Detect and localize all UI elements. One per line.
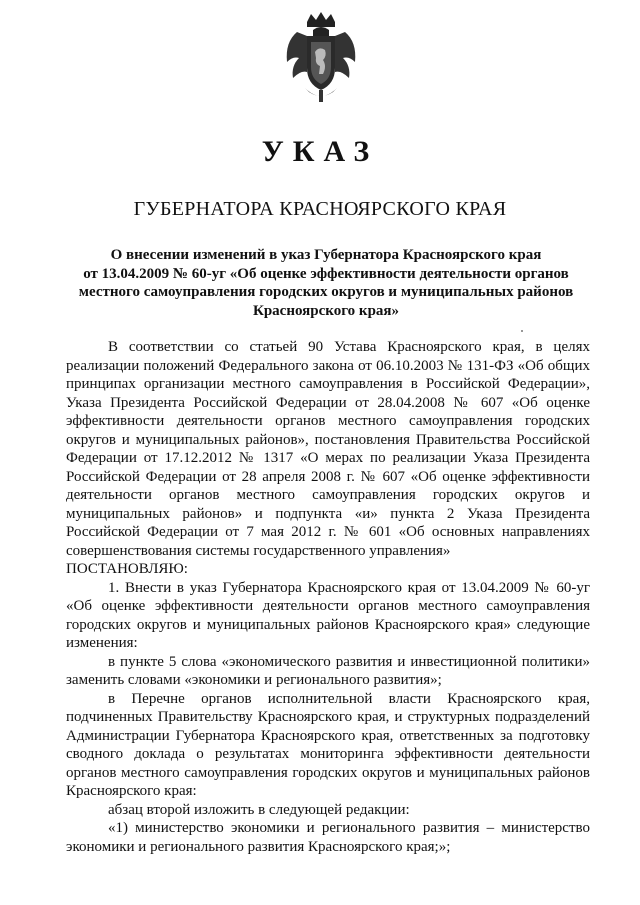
item-1-paragraph: 1. Внести в указ Губернатора Красноярского края от 13.04.2009 № 60-уг «Об оценке эффективности деятельности органов местного самоуправления городских округов и муниципальных районов Красноярского края» следующие изменения: (66, 579, 590, 651)
document-issuer: ГУБЕРНАТОРА КРАСНОЯРСКОГО КРАЯ (133, 198, 507, 220)
decree-word: ПОСТАНОВЛЯЮ: (66, 561, 188, 577)
krasnoyarsk-coat-of-arms-icon (283, 12, 359, 104)
change-2-text-paragraph: «1) министерство экономики и регионального развития – министерство экономики и регионального развития Красноярского края;»; (66, 820, 590, 855)
change-1-paragraph: в пункте 5 слова «экономического развития и инвестиционной политики» заменить словами «экономики и регионального развития»; (66, 653, 590, 688)
subject-line: О внесении изменений в указ Губернатора Красноярского края (110, 247, 542, 263)
subject-line: от 13.04.2009 № 60-уг «Об оценке эффективности деятельности органов (83, 265, 569, 282)
document-body (66, 338, 590, 856)
document-title: УКАЗ (261, 135, 379, 168)
change-2-paragraph: в Перечне органов исполнительной власти Красноярского края, подчиненных Правительству Красноярского края, и структурных подразделений Администрации Губернатора Красноярского края, ответственных за подготовку сводного доклада о результатах мониторинга эффективности деятельности органов местного самоуправления городских округов и муниципальных районов Красноярского края: (66, 690, 590, 799)
document-subject (66, 246, 586, 320)
preamble-paragraph: В соответствии со статьей 90 Устава Красноярского края, в целях реализации положений Федерального закона от 06.10.2003 № 131-ФЗ «Об общих принципах организации местного самоуправления в Российской Федерации», Указа Президента Российской Федерации от 28.04.2008 № 607 «Об оценке эффективности деятельности органов местного самоуправления городских округов и муниципальных районов», постановления Правительства Российской Федерации от 17.12.2012 № 1317 «О мерах по реализации Указа Президента Российской Федерации от 28 апреля 2008 г. № 607 «Об оценке эффективности деятельности органов местного самоуправления городских округов и муниципальных районов» и подпункта «и» пункта 2 Указа Президента Российской Федерации от 7 мая 2012 г. № 601 «Об основных направлениях совершенствования системы государственного управления» (66, 339, 590, 559)
change-2-intro-paragraph: абзац второй изложить в следующей редакции: (108, 801, 410, 818)
subject-line: местного самоуправления городских округов и муниципальных районов (78, 284, 574, 300)
subject-line: Красноярского края» (252, 302, 400, 319)
scan-speck (521, 330, 523, 332)
